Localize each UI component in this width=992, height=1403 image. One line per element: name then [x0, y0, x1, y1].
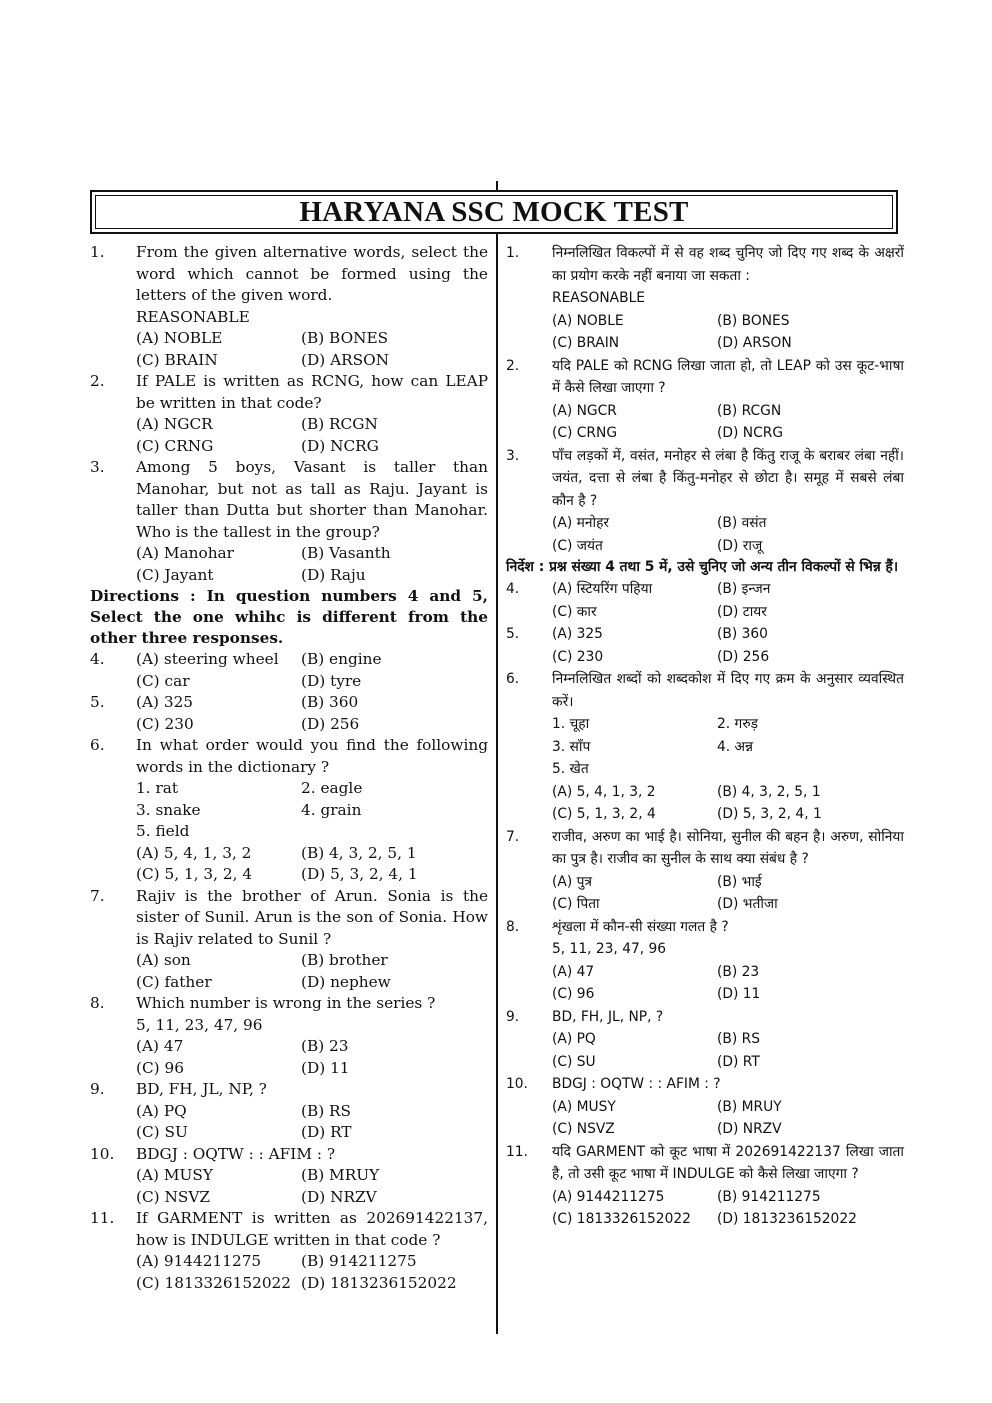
option-a: (A) 9144211275	[552, 1188, 665, 1205]
question-number: 9.	[90, 1080, 105, 1098]
question-number: 2.	[90, 372, 105, 390]
question-number: 11.	[90, 1209, 115, 1227]
question-9	[90, 1079, 488, 1144]
option-a: (A) मनोहर	[552, 515, 610, 531]
word-2: 2. eagle	[301, 779, 363, 797]
option-b: (B) इन्जन	[717, 581, 771, 597]
option-a: (A) 5, 4, 1, 3, 2	[136, 843, 252, 862]
option-a: (A) MUSY	[552, 1098, 616, 1115]
option-a: (A) PQ	[136, 1101, 187, 1120]
question-number: 6.	[506, 671, 520, 687]
option-a: (A) steering wheel	[136, 650, 279, 668]
question-text: शृंखला में कौन-सी संख्या गलत है ?	[552, 918, 729, 935]
option-c: (C) BRAIN	[136, 350, 218, 369]
option-d: (D) ARSON	[717, 335, 792, 351]
option-c: (C) 5, 1, 3, 2, 4	[552, 806, 656, 822]
option-c: (C) SU	[552, 1053, 596, 1070]
question-text: यदि PALE को RCNG लिखा जाता हो, तो LEAP को उस कूट-भाषा में कैसे लिखा जाएगा ?	[552, 357, 904, 396]
option-d: (D) 11	[717, 986, 761, 1002]
option-d: (D) NCRG	[717, 425, 784, 441]
option-a: (A) 5, 4, 1, 3, 2	[552, 783, 656, 800]
question-11	[90, 1208, 488, 1294]
question-8	[506, 916, 904, 1006]
option-c: (C) NSVZ	[552, 1121, 615, 1137]
word-5: 5. field	[136, 822, 190, 840]
question-number: 7.	[90, 886, 105, 905]
question-11	[506, 1141, 904, 1231]
number-series: 5, 11, 23, 47, 96	[136, 1015, 263, 1034]
question-text: From the given alternative words, select the word which cannot be formed using the letters of the given word.	[136, 243, 488, 304]
question-10	[506, 1073, 904, 1141]
option-b: (B) brother	[301, 951, 388, 969]
question-text: BDGJ : OQTW : : AFIM : ?	[552, 1076, 721, 1092]
question-3	[90, 457, 488, 586]
question-text: If GARMENT is written as 202691422137, how is INDULGE written in that code ?	[136, 1209, 488, 1249]
given-word: REASONABLE	[136, 307, 250, 326]
option-a: (A) NGCR	[552, 402, 617, 419]
option-d: (D) भतीजा	[717, 896, 778, 912]
option-b: (B) engine	[301, 650, 382, 668]
word-2: 2. गरुड़	[717, 716, 758, 732]
question-text: BD, FH, JL, NP, ?	[136, 1080, 267, 1098]
option-b: (B) RCGN	[301, 415, 378, 433]
hindi-column	[506, 242, 904, 1231]
option-c: (C) BRAIN	[552, 335, 620, 351]
question-7	[506, 826, 904, 916]
question-8	[90, 993, 488, 1079]
option-c: (C) 1813326152022	[136, 1273, 292, 1292]
option-a: (A) NOBLE	[136, 329, 223, 347]
question-6	[90, 735, 488, 886]
option-d: (D) Raju	[301, 565, 366, 584]
question-text: पाँच लड़कों में, वसंत, मनोहर से लंबा है किंतु राजू के बराबर लंबा नहीं। जयंत, दत्ता से लंबा है किंतु-मनोहर से छोटा है। समूह में सबसे लंबा कौन है ?	[552, 447, 904, 509]
question-number: 4.	[506, 581, 520, 597]
option-b: (B) 914211275	[717, 1188, 821, 1205]
option-c: (C) 5, 1, 3, 2, 4	[136, 865, 253, 883]
option-d: (D) 1813236152022	[301, 1273, 457, 1292]
option-b: (B) 23	[717, 963, 760, 980]
question-text: BDGJ : OQTW : : AFIM : ?	[136, 1144, 336, 1163]
question-text: BD, FH, JL, NP, ?	[552, 1008, 664, 1025]
question-2	[506, 355, 904, 445]
question-number: 4.	[90, 650, 105, 668]
question-number: 6.	[90, 736, 105, 754]
option-b: (B) भाई	[717, 873, 762, 890]
option-d: (D) nephew	[301, 972, 391, 991]
question-number: 8.	[90, 994, 105, 1012]
question-4	[90, 649, 488, 692]
option-b: (B) RS	[301, 1101, 352, 1120]
option-c: (C) 96	[552, 986, 595, 1002]
question-text: यदि GARMENT को कूट भाषा में 202691422137 लिखा जाता है, तो उसी कूट भाषा में INDULGE को कैसे लिखा जाएगा ?	[552, 1143, 904, 1182]
option-b: (B) 23	[301, 1037, 349, 1055]
option-b: (B) 4, 3, 2, 5, 1	[301, 843, 417, 862]
question-number: 1.	[90, 243, 105, 261]
option-a: (A) 9144211275	[136, 1252, 262, 1270]
question-text: निम्नलिखित शब्दों को शब्दकोश में दिए गए क्रम के अनुसार व्यवस्थित करें।	[552, 671, 904, 710]
option-b: (B) MRUY	[717, 1098, 782, 1115]
column-divider	[496, 234, 498, 1334]
option-d: (D) 11	[301, 1058, 350, 1077]
option-c: (C) 1813326152022	[552, 1211, 691, 1227]
option-a: (A) 325	[552, 626, 603, 642]
question-number: 8.	[506, 918, 520, 935]
question-number: 7.	[506, 828, 520, 845]
option-a: (A) PQ	[552, 1031, 596, 1047]
option-d: (D) NRZV	[717, 1121, 782, 1137]
option-c: (C) पिता	[552, 896, 600, 912]
option-b: (B) RCGN	[717, 402, 782, 419]
option-a: (A) son	[136, 951, 191, 969]
question-9	[506, 1006, 904, 1074]
option-a: (A) 325	[136, 693, 194, 711]
option-a: (A) MUSY	[136, 1166, 213, 1184]
option-c: (C) कार	[552, 603, 597, 620]
word-3: 3. साँप	[552, 738, 591, 755]
option-b: (B) 914211275	[301, 1252, 417, 1270]
question-text: Which number is wrong in the series ?	[136, 994, 436, 1012]
option-d: (D) NCRG	[301, 436, 379, 455]
question-10	[90, 1144, 488, 1209]
title-box	[90, 190, 898, 234]
option-d: (D) 256	[717, 648, 770, 665]
option-c: (C) CRNG	[552, 425, 618, 441]
question-number: 2.	[506, 357, 520, 374]
question-6	[506, 668, 904, 826]
question-4	[506, 578, 904, 623]
option-d: (D) RT	[301, 1123, 352, 1141]
option-b: (B) Vasanth	[301, 544, 391, 562]
option-c: (C) Jayant	[136, 565, 214, 584]
option-c: (C) CRNG	[136, 436, 214, 455]
option-b: (B) 360	[301, 693, 359, 711]
directions: निर्देश : प्रश्न संख्या 4 तथा 5 में, उसे चुनिए जो अन्य तीन विकल्पों से भिन्न हैं।	[506, 559, 899, 575]
question-text: If PALE is written as RCNG, how can LEAP be written in that code?	[136, 372, 488, 412]
option-d: (D) 5, 3, 2, 4, 1	[717, 806, 822, 822]
question-number: 10.	[90, 1144, 115, 1163]
question-5	[90, 692, 488, 735]
question-text: राजीव, अरुण का भाई है। सोनिया, सुनील की बहन है। अरुण, सोनिया का पुत्र है। राजीव का सुनील के साथ क्या संबंध है ?	[552, 828, 904, 867]
option-a: (A) स्टियरिंग पहिया	[552, 581, 653, 597]
question-number: 9.	[506, 1008, 520, 1025]
option-b: (B) BONES	[717, 312, 790, 329]
option-a: (A) 47	[552, 963, 595, 980]
option-c: (C) 96	[136, 1058, 184, 1077]
question-2	[90, 371, 488, 457]
option-d: (D) ARSON	[301, 350, 390, 369]
option-d: (D) 5, 3, 2, 4, 1	[301, 865, 418, 883]
option-c: (C) जयंत	[552, 537, 603, 554]
option-c: (C) 230	[552, 648, 604, 665]
word-3: 3. snake	[136, 800, 201, 819]
option-d: (D) 1813236152022	[717, 1211, 857, 1227]
word-5: 5. खेत	[552, 761, 589, 777]
question-7	[90, 886, 488, 994]
question-number: 1.	[506, 245, 520, 261]
option-c: (C) SU	[136, 1123, 188, 1141]
question-5	[506, 623, 904, 668]
option-d: (D) tyre	[301, 671, 362, 690]
page-title: HARYANA SSC MOCK TEST	[299, 196, 689, 228]
word-4: 4. grain	[301, 800, 362, 819]
option-b: (B) MRUY	[301, 1166, 380, 1184]
word-4: 4. अन्न	[717, 738, 753, 755]
option-a: (A) NOBLE	[552, 312, 624, 329]
option-c: (C) 230	[136, 714, 194, 733]
question-3	[506, 445, 904, 558]
option-c: (C) car	[136, 671, 190, 690]
option-c: (C) father	[136, 972, 212, 991]
option-a: (A) Manohar	[136, 544, 234, 562]
question-text: Rajiv is the brother of Arun. Sonia is the sister of Sunil. Arun is the son of Sonia. How is Rajiv related to Sunil ?	[136, 886, 488, 948]
directions: Directions : In question numbers 4 and 5, Select the one whihc is different from the other three responses.	[90, 587, 488, 647]
option-b: (B) वसंत	[717, 515, 767, 531]
option-b: (B) 4, 3, 2, 5, 1	[717, 783, 821, 800]
question-1	[506, 242, 904, 355]
question-text: निम्नलिखित विकल्पों में से वह शब्द चुनिए जो दिए गए शब्द के अक्षरों का प्रयोग करके नहीं बनाया जा सकता :	[552, 245, 904, 284]
question-1	[90, 242, 488, 371]
option-a: (A) पुत्र	[552, 873, 593, 890]
given-word: REASONABLE	[552, 290, 645, 306]
option-a: (A) NGCR	[136, 415, 213, 433]
question-number: 10.	[506, 1076, 528, 1092]
question-number: 5.	[90, 693, 105, 711]
option-d: (D) राजू	[717, 537, 763, 554]
question-number: 5.	[506, 626, 520, 642]
option-b: (B) 360	[717, 626, 768, 642]
question-number: 11.	[506, 1143, 528, 1160]
word-1: 1. rat	[136, 779, 179, 797]
question-text: In what order would you find the following words in the dictionary ?	[136, 736, 488, 776]
question-number: 3.	[506, 447, 520, 464]
question-number: 3.	[90, 458, 105, 476]
option-d: (D) 256	[301, 714, 360, 733]
option-d: (D) टायर	[717, 603, 767, 620]
option-d: (D) RT	[717, 1053, 760, 1070]
option-d: (D) NRZV	[301, 1187, 377, 1206]
option-b: (B) BONES	[301, 329, 389, 347]
number-series: 5, 11, 23, 47, 96	[552, 941, 667, 957]
option-b: (B) RS	[717, 1031, 760, 1047]
option-c: (C) NSVZ	[136, 1187, 211, 1206]
question-text: Among 5 boys, Vasant is taller than Manohar, but not as tall as Raju. Jayant is taller than Dutta but shorter than Manohar. Who is the tallest in the group?	[136, 458, 488, 541]
option-a: (A) 47	[136, 1037, 184, 1055]
word-1: 1. चूहा	[552, 716, 590, 732]
english-column	[90, 242, 488, 1294]
